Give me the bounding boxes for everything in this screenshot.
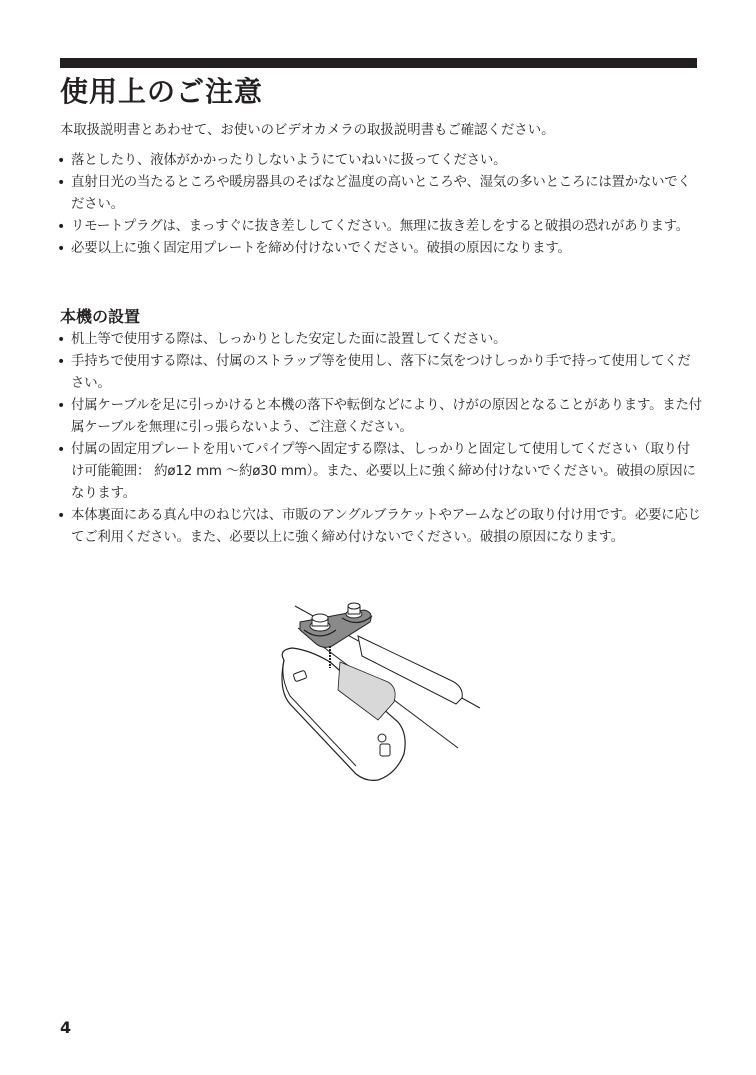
- caution-item: • リモートプラグは、まっすぐに抜き差ししてください。無理に抜き差しをすると破損の恐れがあります。: [57, 216, 702, 238]
- page-title: 使用上のご注意: [60, 75, 264, 108]
- caution-item: • 落としたり、液体がかかったりしないようにていねいに扱ってください。: [57, 150, 702, 172]
- installation-item: • 机上等で使用する際は、しっかりとした安定した面に設置してください。: [57, 329, 702, 351]
- page-number: 4: [60, 1018, 72, 1037]
- caution-list: [57, 150, 702, 260]
- caution-item: • 必要以上に強く固定用プレートを締め付けないでください。破損の原因になります。: [57, 238, 702, 260]
- mounting-illustration: [270, 598, 485, 790]
- intro-text: 本取扱説明書とあわせて、お使いのビデオカメラの取扱説明書もご確認ください。: [60, 123, 555, 138]
- installation-item: • 付属の固定用プレートを用いてパイプ等へ固定する際は、しっかりと固定して使用してください（取り付け可能範囲： 約ø12 mm ～約ø30 mm）。また、必要以上に強く締め付けないでください。破損の原因になります。: [57, 439, 702, 505]
- section-heading-installation: 本機の設置: [60, 307, 141, 326]
- header-rule: [60, 58, 697, 68]
- knob-right: [346, 603, 362, 618]
- knob-left: [310, 614, 330, 631]
- installation-item: • 付属ケーブルを足に引っかけると本機の落下や転倒などにより、けがの原因となることがあります。また付属ケーブルを無理に引っ張らないよう、ご注意ください。: [57, 395, 702, 439]
- installation-item: • 本体裏面にある真ん中のねじ穴は、市販のアングルブラケットやアームなどの取り付け用です。必要に応じてご利用ください。また、必要以上に強く締め付けないでください。破損の原因になります。: [57, 505, 702, 549]
- installation-item: • 手持ちで使用する際は、付属のストラップ等を使用し、落下に気をつけしっかり手で持って使用してください。: [57, 351, 702, 395]
- installation-list: [57, 329, 702, 549]
- caution-item: • 直射日光の当たるところや暖房器具のそばなど温度の高いところや、湿気の多いところには置かないでください。: [57, 172, 702, 216]
